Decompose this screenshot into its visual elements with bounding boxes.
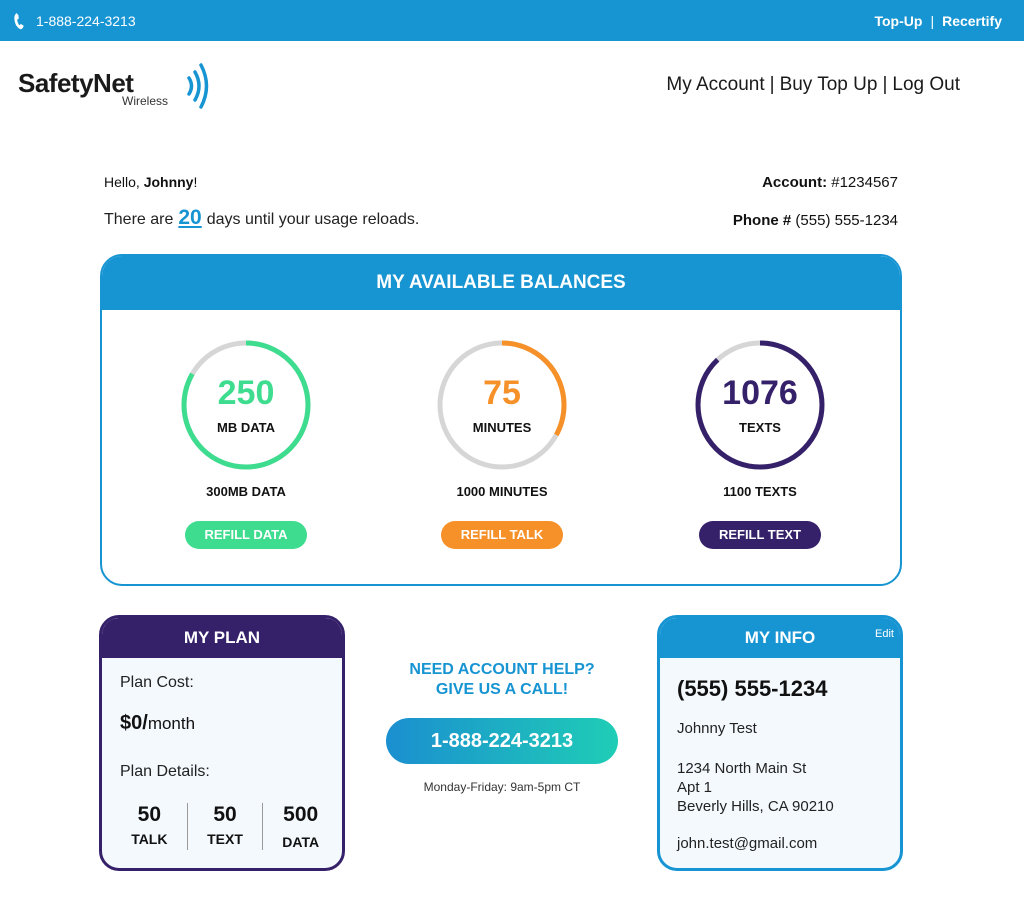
separator: | [769,74,775,95]
signal-waves-icon [186,60,212,112]
plan-details-label: Plan Details: [120,763,210,780]
info-name: Johnny Test [677,720,757,737]
days-until-reload[interactable]: 20 [178,206,202,229]
talk-remaining: 75 [483,374,521,412]
account-value: #1234567 [831,174,898,191]
help-line-1: NEED ACCOUNT HELP? [409,661,595,678]
plan-data-label: DATA [282,834,320,850]
data-total: 300MB DATA [206,484,286,499]
plan-data-amount: 500 [283,803,319,826]
plan-cost [120,712,195,735]
greeting-suffix: ! [193,174,198,190]
support-hours: Monday-Friday: 9am-5pm CT [423,780,581,794]
reload-notice [104,206,419,230]
phone-value: (555) 555-1234 [795,212,898,229]
plan-cost-period: month [147,714,196,733]
account-number [762,174,898,191]
edit-info-link[interactable]: Edit [875,628,894,640]
logo-brand: SafetyNet [18,68,134,98]
my-plan-card [99,615,345,871]
top-up-link[interactable]: Top-Up [874,12,923,29]
my-account-link[interactable]: My Account [666,74,765,95]
phone-icon [14,12,26,30]
top-bar-phone-number: 1-888-224-3213 [36,12,136,29]
reload-prefix: There are [104,211,174,228]
talk-total: 1000 MINUTES [456,484,548,499]
text-remaining: 1076 [722,374,798,412]
talk-gauge [435,338,569,472]
buy-top-up-link[interactable]: Buy Top Up [779,74,878,95]
logo-sub: Wireless [122,94,169,108]
data-balance [146,338,346,549]
info-phone: (555) 555-1234 [677,676,828,701]
refill-talk-button[interactable]: REFILL TALK [441,521,563,549]
account-label: Account: [762,174,828,191]
plan-detail-data [262,803,338,850]
text-unit: TEXTS [739,420,781,435]
phone-label: Phone # [732,212,792,229]
account-help [376,660,628,794]
text-gauge [693,338,827,472]
logo[interactable] [18,60,218,112]
log-out-link[interactable]: Log Out [892,74,960,95]
text-total: 1100 TEXTS [723,484,797,499]
greeting-prefix: Hello, [104,174,144,190]
plan-text-label: TEXT [207,831,243,847]
plan-details [112,803,338,850]
refill-data-button[interactable]: REFILL DATA [185,521,307,549]
info-address-line-3: Beverly Hills, CA 90210 [677,798,834,815]
my-plan-title: MY PLAN [102,618,342,658]
talk-balance [402,338,602,549]
separator: | [882,74,888,95]
plan-text-amount: 50 [213,803,237,826]
my-info-header [660,618,900,658]
plan-detail-talk [112,803,187,850]
main-nav [666,74,960,96]
top-bar [0,0,1024,41]
data-remaining: 250 [217,374,275,412]
reload-suffix: days until your usage reloads. [206,211,420,228]
balances-title: MY AVAILABLE BALANCES [102,256,900,310]
greeting [104,174,197,190]
text-balance [660,338,860,549]
plan-cost-value: $0/ [120,712,148,734]
info-email: john.test@gmail.com [677,835,818,852]
plan-talk-label: TALK [131,831,168,847]
data-gauge [179,338,313,472]
user-first-name: Johnny [143,174,194,190]
info-address-line-2: Apt 1 [677,779,713,796]
recertify-link[interactable]: Recertify [942,12,1002,29]
available-balances-panel [100,254,902,586]
plan-cost-label: Plan Cost: [120,674,194,691]
talk-unit: MINUTES [472,420,532,435]
info-address-line-1: 1234 North Main St [677,760,807,777]
separator: | [930,12,935,29]
account-phone [733,212,898,229]
refill-text-button[interactable]: REFILL TEXT [699,521,821,549]
call-support-button[interactable]: 1-888-224-3213 [386,718,618,764]
top-bar-phone[interactable] [14,0,136,41]
my-info-title: MY INFO [744,628,816,647]
plan-detail-text [187,803,263,850]
data-unit: MB DATA [216,420,275,435]
my-info-card [657,615,903,871]
help-line-2: GIVE US A CALL! [435,681,569,698]
plan-talk-amount: 50 [137,803,162,826]
